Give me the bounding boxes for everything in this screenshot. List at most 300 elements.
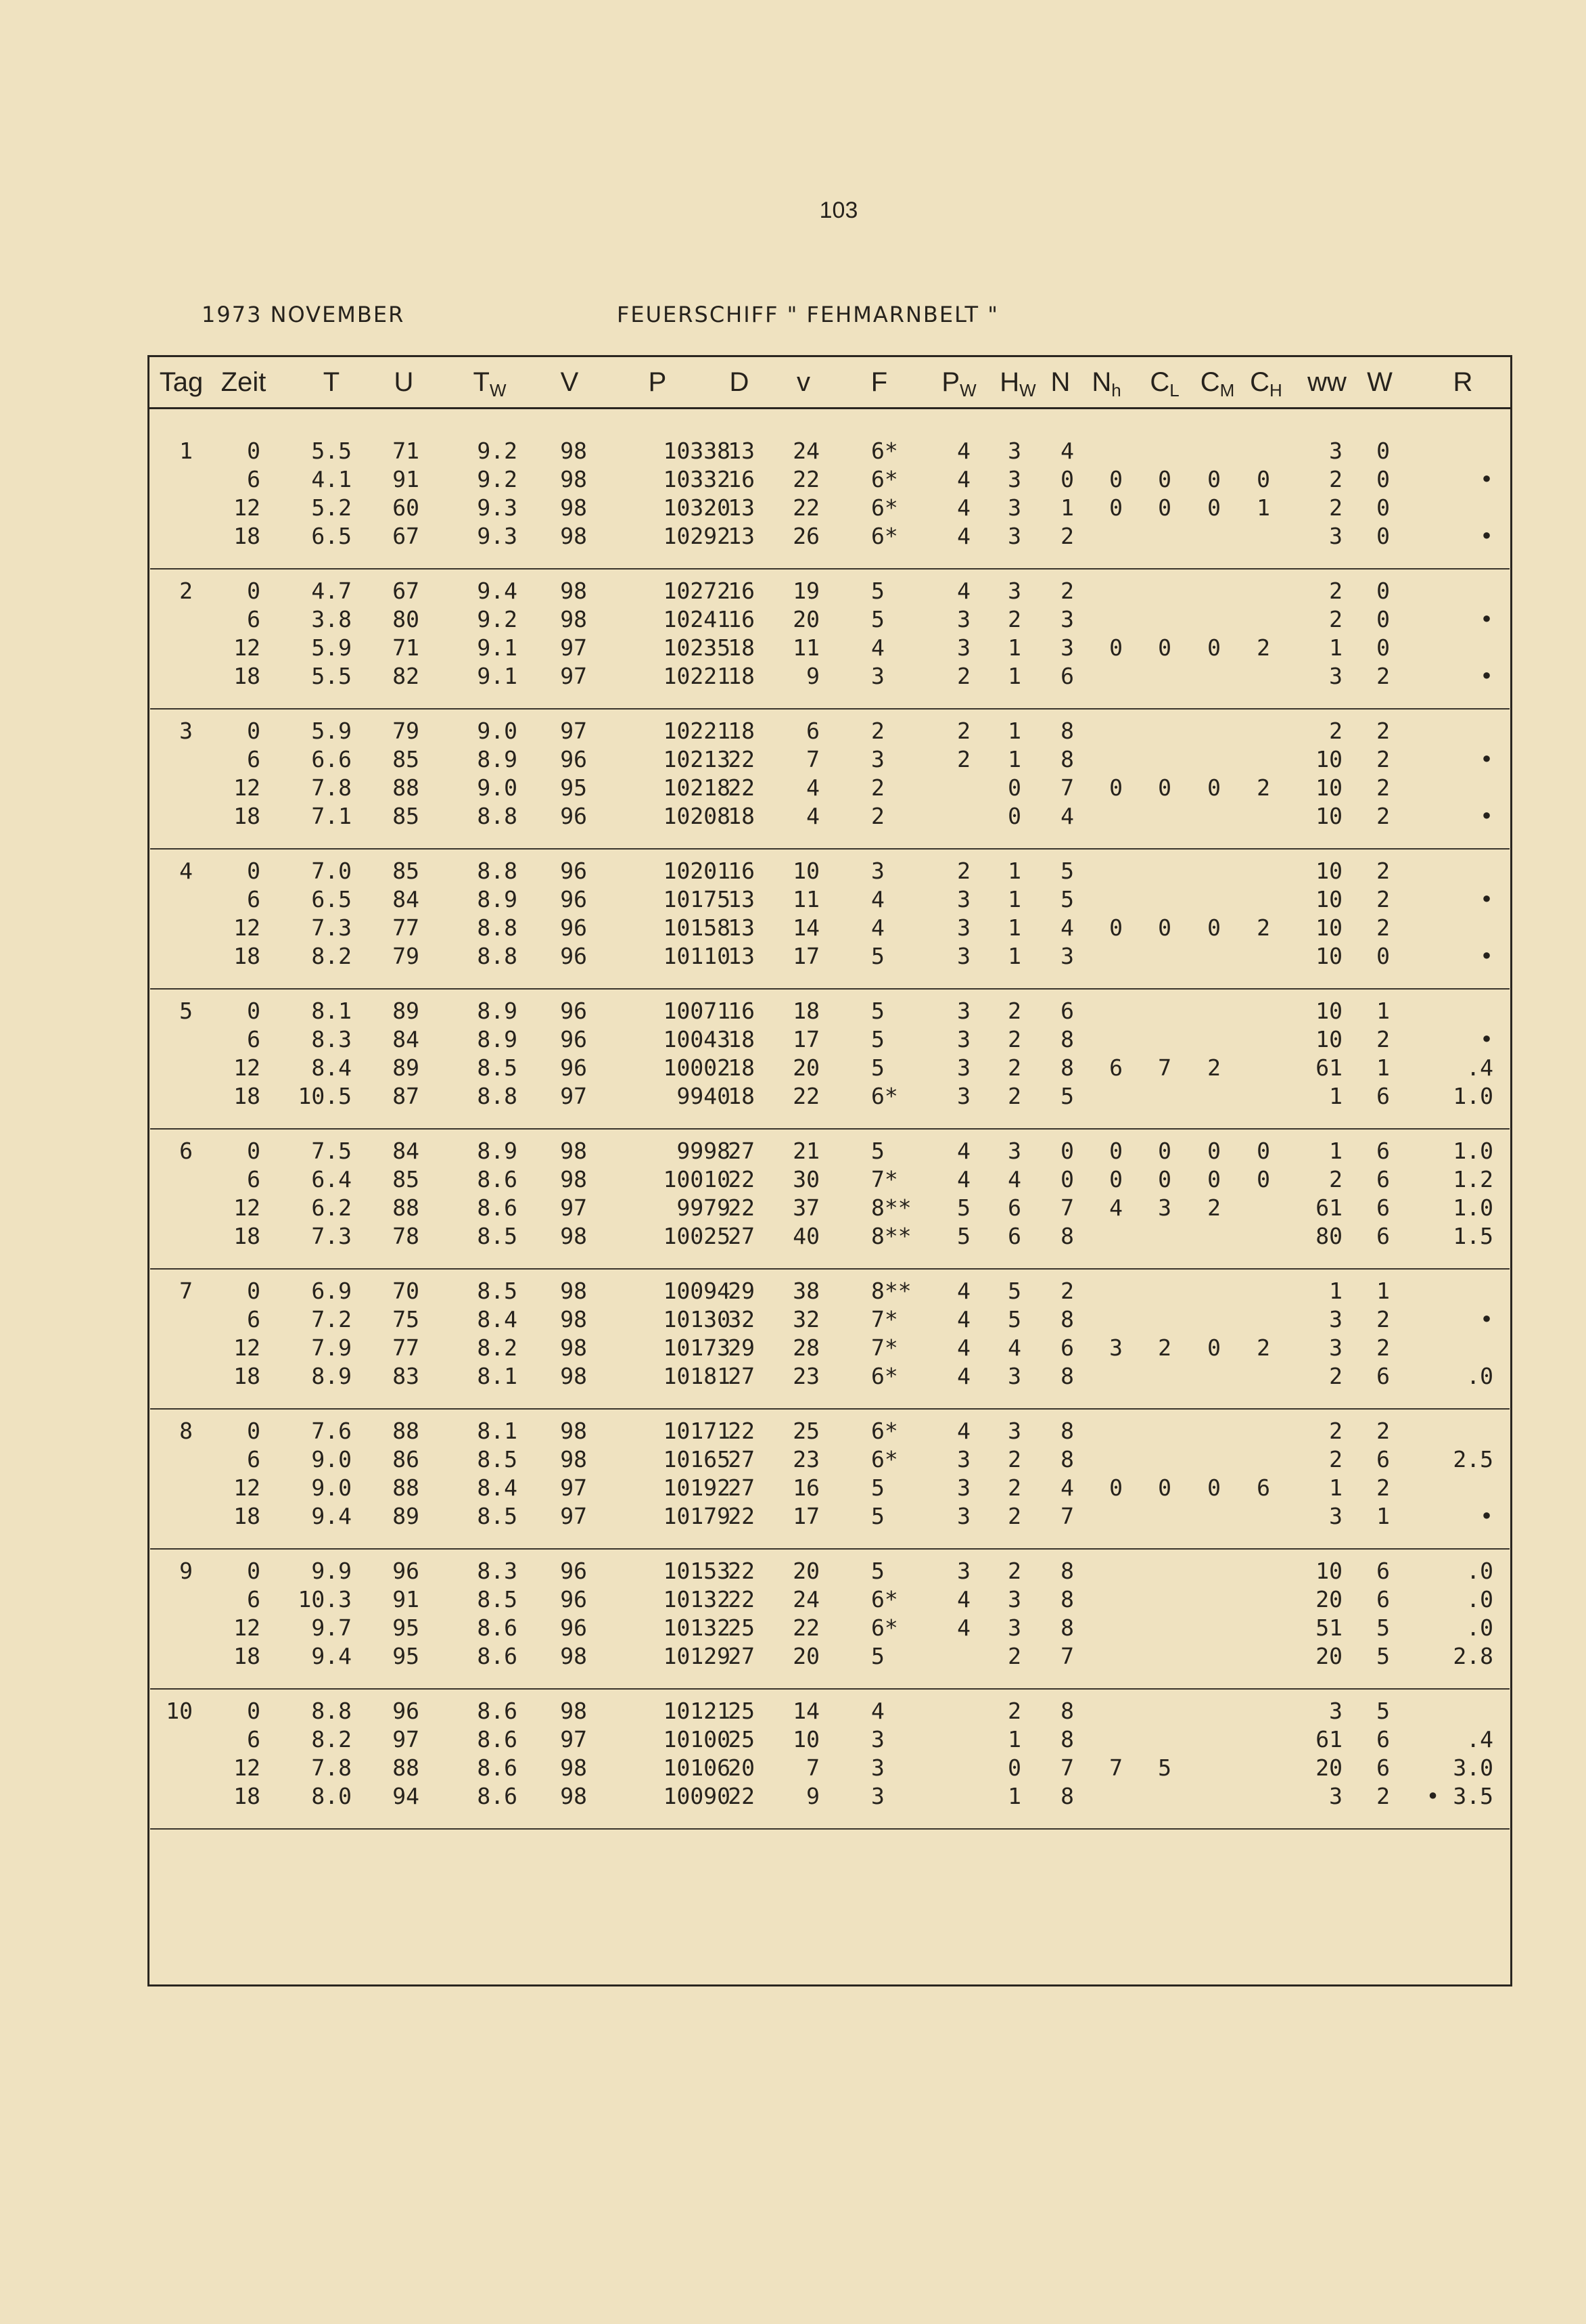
table-cell: 8.5 [477,1446,517,1472]
table-cell: 98 [560,606,587,632]
table-cell: 98 [560,1783,587,1809]
table-cell: 6* [871,1363,898,1389]
table-cell: 98 [560,1363,587,1389]
table-cell: 2 [1329,1166,1343,1192]
table-cell: 10 [1315,998,1343,1024]
table-cell: 78 [392,1223,419,1249]
table-cell: 2 [871,803,885,829]
table-cell: 22 [793,494,820,521]
table-cell: 3 [1008,494,1021,521]
table-cell: 84 [392,886,419,912]
table-cell: 8 [1060,1558,1074,1584]
table-cell: 8 [1060,1614,1074,1641]
table-cell: 10025 [663,1223,730,1249]
table-cell: 8** [871,1278,912,1304]
table-cell: 0 [1109,1166,1123,1192]
table-cell: 1 [1008,858,1021,884]
table-cell: 88 [392,1754,419,1781]
table-cell: 1 [1376,1503,1390,1529]
table-cell: 91 [392,1586,419,1612]
table-cell: 0 [1060,466,1074,492]
table-cell: 5 [1060,886,1074,912]
table-cell: 18 [728,663,755,689]
table-cell: 6* [871,1083,898,1109]
table-cell: 3 [957,1083,971,1109]
table-cell: 13 [728,886,755,912]
table-cell: 6.9 [311,1278,352,1304]
column-header-label: D [729,367,749,397]
table-cell: 8.5 [477,1054,517,1081]
table-cell: 8 [1060,1054,1074,1081]
table-cell: 9 [806,663,820,689]
table-cell: 22 [793,1083,820,1109]
table-cell: 12 [233,494,260,521]
table-cell: 37 [793,1194,820,1221]
table-cell: 7 [1060,774,1074,801]
table-cell: • [1480,943,1493,969]
table-cell: 97 [560,1503,587,1529]
column-header-18 [1367,367,1393,398]
table-cell: • [1480,886,1493,912]
table-cell: 9.1 [477,634,517,661]
table-cell: 5 [871,1558,885,1584]
table-cell: 8.9 [477,998,517,1024]
table-cell: 67 [392,523,419,549]
table-cell: 12 [233,1334,260,1361]
table-cell: • [1480,1306,1493,1332]
table-cell: 5 [871,998,885,1024]
table-cell: 12 [233,774,260,801]
table-cell: 13 [728,523,755,549]
table-cell: 6* [871,1586,898,1612]
table-cell: 17 [793,1503,820,1529]
table-cell: 1 [1329,1278,1343,1304]
table-cell: 8.9 [477,1138,517,1164]
table-cell: 2 [1060,1278,1074,1304]
day-separator [150,568,1510,570]
table-cell: 98 [560,438,587,464]
table-cell: 2 [1376,1474,1390,1501]
table-cell: 10338 [663,438,730,464]
table-cell: 10121 [663,1698,730,1724]
table-cell: 97 [560,663,587,689]
table-cell: 20 [728,1754,755,1781]
table-cell: 1 [1008,1783,1021,1809]
table-cell: 10153 [663,1558,730,1584]
table-cell: 20 [1315,1754,1343,1781]
table-cell: 88 [392,1194,419,1221]
table-cell: 61 [1315,1194,1343,1221]
table-cell: 1.0 [1453,1083,1493,1109]
table-cell: 13 [728,943,755,969]
table-cell: 98 [560,1643,587,1669]
table-cell: 3 [1008,523,1021,549]
table-cell: 10241 [663,606,730,632]
table-cell: 8 [1060,746,1074,772]
table-cell: 5 [871,943,885,969]
table-cell: 0 [1207,466,1221,492]
table-cell: 5 [871,1054,885,1081]
table-cell: 4 [1060,1474,1074,1501]
table-cell: 2 [1207,1194,1221,1221]
column-header-label: R [1453,367,1473,397]
table-cell: 10208 [663,803,730,829]
table-cell: 2 [1008,1643,1021,1669]
column-header-subscript: W [489,380,507,400]
table-cell: 5 [1008,1306,1021,1332]
table-cell: 6 [1060,663,1074,689]
table-cell: 98 [560,1754,587,1781]
table-cell: 6* [871,1418,898,1444]
table-cell: 8.8 [477,803,517,829]
table-cell: 10132 [663,1614,730,1641]
table-cell: 4 [957,494,971,521]
table-cell: 3 [1060,943,1074,969]
table-cell: 2 [1257,914,1270,941]
table-cell: 18 [728,1083,755,1109]
table-cell: 8.9 [311,1363,352,1389]
table-cell: 67 [392,578,419,604]
table-cell: 6 [247,1306,260,1332]
table-cell: 77 [392,914,419,941]
table-cell: 71 [392,438,419,464]
column-header-label: T [323,367,340,397]
column-header-16 [1250,367,1282,398]
table-cell: 8.2 [311,1726,352,1752]
table-cell: 0 [247,998,260,1024]
table-cell: 2 [1329,578,1343,604]
table-cell: 24 [793,438,820,464]
table-cell: 0 [1158,1474,1171,1501]
table-cell: 98 [560,1278,587,1304]
table-cell: 6.5 [311,523,352,549]
column-header-label: C [1150,367,1170,397]
table-cell: 71 [392,634,419,661]
table-cell: 6 [247,606,260,632]
table-cell: 20 [793,1558,820,1584]
table-cell: 5 [871,1138,885,1164]
table-cell: 14 [793,1698,820,1724]
table-cell: 3 [1329,1783,1343,1809]
table-cell: 98 [560,1334,587,1361]
table-cell: 22 [728,746,755,772]
table-cell: 1 [1376,1054,1390,1081]
table-cell: 2 [1376,914,1390,941]
column-header-label: ww [1307,367,1347,397]
column-header-label: P [648,367,667,397]
table-cell: 5 [1376,1643,1390,1669]
table-cell: 6 [1376,1586,1390,1612]
table-cell: 8.4 [311,1054,352,1081]
column-header-2 [323,367,340,398]
table-cell: 3 [1060,634,1074,661]
table-cell: 0 [1158,774,1171,801]
table-cell: 7.6 [311,1418,352,1444]
column-header-label: C [1250,367,1270,397]
table-cell: 2 [957,746,971,772]
table-cell: 8.5 [477,1586,517,1612]
table-cell: 8 [1060,1418,1074,1444]
table-cell: 3 [1060,606,1074,632]
table-cell: 10218 [663,774,730,801]
table-cell: 9.0 [477,774,517,801]
table-cell: 5 [957,1194,971,1221]
day-number: 10 [166,1698,193,1724]
table-cell: 3 [957,606,971,632]
table-cell: 98 [560,1306,587,1332]
table-cell: 96 [392,1698,419,1724]
table-cell: 3 [957,998,971,1024]
table-cell: 6 [1376,1083,1390,1109]
column-header-13 [1092,367,1121,398]
column-header-subscript: h [1111,380,1121,400]
table-cell: 10130 [663,1306,730,1332]
table-cell: 6 [1376,1166,1390,1192]
table-cell: 8 [1060,1223,1074,1249]
column-header-3 [394,367,414,398]
column-header-subscript: W [960,380,977,400]
table-cell: 8 [1060,1306,1074,1332]
table-cell: 2.5 [1453,1446,1493,1472]
table-cell: 98 [560,1166,587,1192]
table-cell: 77 [392,1334,419,1361]
table-cell: 5.2 [311,494,352,521]
table-cell: 8.5 [477,1223,517,1249]
table-cell: 3 [871,746,885,772]
table-cell: 18 [233,803,260,829]
table-cell: 4 [871,1698,885,1724]
day-number: 5 [179,998,193,1024]
table-cell: 4 [957,1614,971,1641]
column-header-label: Zeit [220,367,266,397]
table-cell: 4 [1060,438,1074,464]
table-cell: 9.0 [311,1446,352,1472]
table-cell: 22 [728,1418,755,1444]
column-header-subscript: L [1169,380,1180,400]
table-cell: 70 [392,1278,419,1304]
table-cell: 3 [871,663,885,689]
table-cell: 12 [233,1194,260,1221]
table-cell: 10158 [663,914,730,941]
table-cell: 8.6 [477,1754,517,1781]
table-cell: 8** [871,1194,912,1221]
table-cell: 13 [728,494,755,521]
table-cell: 8.8 [311,1698,352,1724]
table-cell: 95 [392,1643,419,1669]
table-cell: 16 [728,998,755,1024]
table-cell: 28 [793,1334,820,1361]
table-cell: 3 [1008,1138,1021,1164]
column-header-17 [1307,367,1347,398]
table-cell: 8.1 [477,1418,517,1444]
table-cell: 22 [728,1558,755,1584]
table-cell: 51 [1315,1614,1343,1641]
table-cell: 7 [806,746,820,772]
table-cell: 1 [1008,634,1021,661]
table-cell: 22 [728,1166,755,1192]
table-cell: 3 [1329,438,1343,464]
table-cell: 85 [392,803,419,829]
table-cell: 10221 [663,718,730,744]
table-cell: 85 [392,1166,419,1192]
table-cell: 18 [233,1783,260,1809]
table-cell: 25 [728,1698,755,1724]
table-cell: 3 [871,1754,885,1781]
table-cell: 12 [233,1754,260,1781]
table-cell: • [1480,1026,1493,1052]
table-cell: 8.5 [477,1278,517,1304]
table-cell: 89 [392,998,419,1024]
table-cell: 80 [1315,1223,1343,1249]
table-cell: 1 [1376,1278,1390,1304]
table-cell: 2 [1376,774,1390,801]
table-cell: 6 [247,1026,260,1052]
table-cell: 21 [793,1138,820,1164]
table-cell: 10201 [663,858,730,884]
table-cell: 2 [1376,1306,1390,1332]
table-cell: 27 [728,1223,755,1249]
table-cell: 4 [806,803,820,829]
table-cell: 97 [560,634,587,661]
table-cell: 1 [1329,634,1343,661]
table-cell: 4 [1008,1334,1021,1361]
table-cell: 7.8 [311,1754,352,1781]
table-cell: 6 [1257,1474,1270,1501]
table-cell: 0 [1257,466,1270,492]
table-cell: 8.9 [477,1026,517,1052]
table-cell: 4 [957,1418,971,1444]
table-cell: 9979 [676,1194,730,1221]
day-number: 2 [179,578,193,604]
table-cell: 88 [392,1418,419,1444]
page-number: 103 [819,197,858,223]
table-cell: 8.6 [477,1783,517,1809]
table-cell: 10173 [663,1334,730,1361]
table-cell: 98 [560,1223,587,1249]
table-cell: 7* [871,1306,898,1332]
table-cell: 8.9 [477,886,517,912]
table-cell: • [1480,746,1493,772]
column-header-label: N [1050,367,1071,397]
table-cell: 8.6 [477,1643,517,1669]
table-cell: 7.3 [311,1223,352,1249]
table-cell: 22 [728,1503,755,1529]
table-cell: 0 [1158,914,1171,941]
table-cell: 10 [1315,858,1343,884]
table-cell: 98 [560,1418,587,1444]
table-cell: 5 [871,1474,885,1501]
table-cell: 98 [560,466,587,492]
table-cell: 6.5 [311,886,352,912]
table-cell: 96 [560,1026,587,1052]
table-cell: 96 [560,746,587,772]
table-cell: 95 [392,1614,419,1641]
table-cell: 8.6 [477,1698,517,1724]
table-cell: 6 [1060,1334,1074,1361]
table-cell: 7 [1060,1503,1074,1529]
table-cell: 7.1 [311,803,352,829]
table-cell: 0 [247,1138,260,1164]
table-cell: 3 [957,943,971,969]
table-cell: 0 [1376,523,1390,549]
table-cell: • [1480,663,1493,689]
column-header-10 [941,367,976,398]
table-cell: 10192 [663,1474,730,1501]
table-cell: 2 [1008,1474,1021,1501]
column-header-label: F [870,367,888,397]
table-cell: 61 [1315,1054,1343,1081]
table-cell: 5 [1376,1614,1390,1641]
table-cell: 2 [1376,1026,1390,1052]
table-cell: 0 [1158,1166,1171,1192]
table-cell: • [1480,803,1493,829]
table-cell: 3 [957,1446,971,1472]
table-cell: 88 [392,774,419,801]
table-cell: 10 [793,858,820,884]
table-cell: 18 [233,1223,260,1249]
table-cell: 10 [1315,943,1343,969]
table-cell: 96 [560,858,587,884]
table-cell: 98 [560,1138,587,1164]
table-cell: 17 [793,1026,820,1052]
table-cell: 18 [233,1363,260,1389]
table-cell: 96 [560,1558,587,1584]
table-cell: 4 [957,523,971,549]
table-cell: 8.9 [477,746,517,772]
table-cell: 4.7 [311,578,352,604]
table-cell: 25 [793,1418,820,1444]
table-cell: 0 [1109,774,1123,801]
table-cell: 2 [1060,578,1074,604]
table-cell: 3 [1158,1194,1171,1221]
table-cell: 6 [1376,1138,1390,1164]
table-cell: 6 [1376,1726,1390,1752]
table-cell: 6* [871,494,898,521]
table-cell: 2 [1376,718,1390,744]
table-cell: 10 [1315,803,1343,829]
table-cell: 27 [728,1446,755,1472]
column-header-8 [797,367,810,398]
table-cell: 4 [806,774,820,801]
table-cell: 10272 [663,578,730,604]
column-header-subscript: W [1019,380,1036,400]
table-cell: 8 [1060,1363,1074,1389]
column-header-0 [160,367,204,398]
table-cell: • [1480,523,1493,549]
table-cell: 10171 [663,1418,730,1444]
table-cell: 20 [793,1054,820,1081]
table-cell: .0 [1466,1614,1493,1641]
table-cell: 3.0 [1453,1754,1493,1781]
table-cell: 3 [1329,1306,1343,1332]
table-cell: 6* [871,1446,898,1472]
table-cell: 96 [560,1614,587,1641]
table-cell: 1.5 [1453,1223,1493,1249]
table-cell: 8.6 [477,1166,517,1192]
table-cell: 5 [871,606,885,632]
day-separator [150,1408,1510,1410]
table-cell: 0 [1207,914,1221,941]
table-cell: 8.5 [477,1503,517,1529]
table-cell: 5 [957,1223,971,1249]
table-cell: 5 [871,1643,885,1669]
table-cell: 9.9 [311,1558,352,1584]
table-cell: 9.4 [477,578,517,604]
table-cell: 5 [1060,858,1074,884]
table-cell: 2 [1376,803,1390,829]
table-cell: 10129 [663,1643,730,1669]
table-cell: 0 [1376,578,1390,604]
